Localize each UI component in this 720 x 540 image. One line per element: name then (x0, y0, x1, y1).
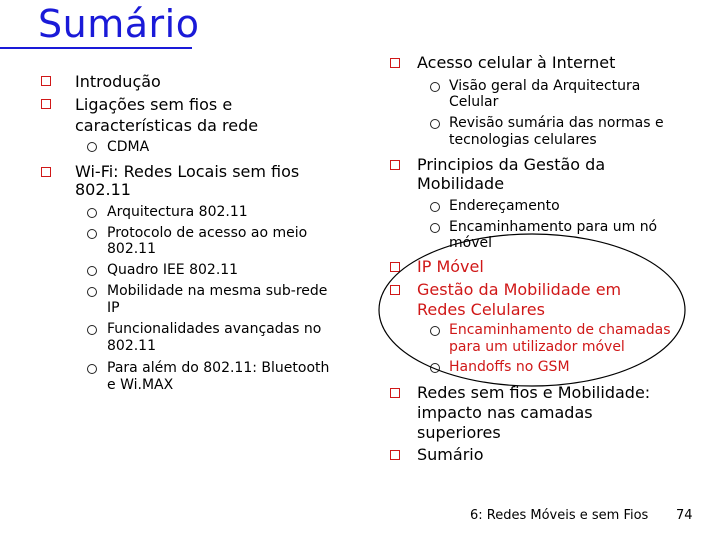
slide-title: Sumário (38, 2, 200, 46)
item-wifi-line1: Wi-Fi: Redes Locais sem fios (75, 162, 300, 181)
item-mgmt-line2: Mobilidade (417, 174, 505, 193)
footer-text: 6: Redes Móveis e sem Fios (470, 508, 649, 523)
square-bullet-icon (41, 76, 51, 86)
item-mgmt-line1: Principios da Gestão da (417, 155, 606, 174)
circle-bullet-icon (87, 364, 97, 374)
item-cell-mgmt-line1: Gestão da Mobilidade em (417, 280, 622, 299)
square-bullet-icon (390, 388, 400, 398)
item-wifi-line2: 802.11 (75, 180, 131, 199)
item-impact-line3: superiores (417, 423, 501, 442)
sub-routing-line1: Encaminhamento para um nó (449, 219, 658, 235)
circle-bullet-icon (430, 363, 440, 373)
sub-handoffs: Handoffs no GSM (449, 359, 570, 375)
item-intro: Introdução (75, 72, 161, 91)
sub-cell-arch-line2: Celular (449, 94, 499, 110)
square-bullet-icon (390, 58, 400, 68)
item-cdma: CDMA (107, 139, 150, 155)
circle-bullet-icon (87, 208, 97, 218)
sub-frame: Quadro IEE 802.11 (107, 262, 239, 278)
item-cell-mgmt-line2: Redes Celulares (417, 300, 545, 319)
sub-advanced-line1: Funcionalidades avançadas no (107, 321, 322, 337)
page-number: 74 (676, 508, 693, 523)
title-underline (0, 47, 192, 49)
square-bullet-icon (390, 160, 400, 170)
circle-bullet-icon (87, 142, 97, 152)
circle-bullet-icon (87, 287, 97, 297)
item-cellular: Acesso celular à Internet (417, 53, 616, 72)
circle-bullet-icon (430, 119, 440, 129)
sub-cell-norms-line1: Revisão sumária das normas e (449, 115, 664, 131)
sub-mobility-line2: IP (107, 300, 120, 316)
sub-routing-line2: móvel (449, 235, 492, 251)
square-bullet-icon (390, 450, 400, 460)
square-bullet-icon (390, 262, 400, 272)
sub-protocol-line1: Protocolo de acesso ao meio (107, 225, 308, 241)
circle-bullet-icon (430, 202, 440, 212)
sub-beyond-line1: Para além do 802.11: Bluetooth (107, 360, 330, 376)
item-summary: Sumário (417, 445, 484, 464)
sub-arch: Arquitectura 802.11 (107, 204, 248, 220)
circle-bullet-icon (430, 326, 440, 336)
sub-cell-arch-line1: Visão geral da Arquitectura (449, 78, 641, 94)
item-wireless-line1: Ligações sem fios e (75, 95, 233, 114)
sub-beyond-line2: e Wi.MAX (107, 377, 174, 393)
circle-bullet-icon (430, 82, 440, 92)
sub-call-routing-line2: para um utilizador móvel (449, 339, 625, 355)
circle-bullet-icon (87, 266, 97, 276)
circle-bullet-icon (87, 229, 97, 239)
square-bullet-icon (41, 167, 51, 177)
sub-advanced-line2: 802.11 (107, 338, 156, 354)
sub-mobility-line1: Mobilidade na mesma sub-rede (107, 283, 328, 299)
sub-cell-norms-line2: tecnologias celulares (449, 132, 597, 148)
circle-bullet-icon (430, 223, 440, 233)
item-mobile-ip: IP Móvel (417, 257, 484, 276)
sub-protocol-line2: 802.11 (107, 241, 156, 257)
sub-call-routing-line1: Encaminhamento de chamadas (449, 322, 671, 338)
sub-addressing: Endereçamento (449, 198, 560, 214)
item-impact-line1: Redes sem fios e Mobilidade: (417, 383, 651, 402)
item-wireless-line2: características da rede (75, 116, 259, 135)
square-bullet-icon (41, 99, 51, 109)
circle-bullet-icon (87, 325, 97, 335)
square-bullet-icon (390, 285, 400, 295)
item-impact-line2: impacto nas camadas (417, 403, 593, 422)
